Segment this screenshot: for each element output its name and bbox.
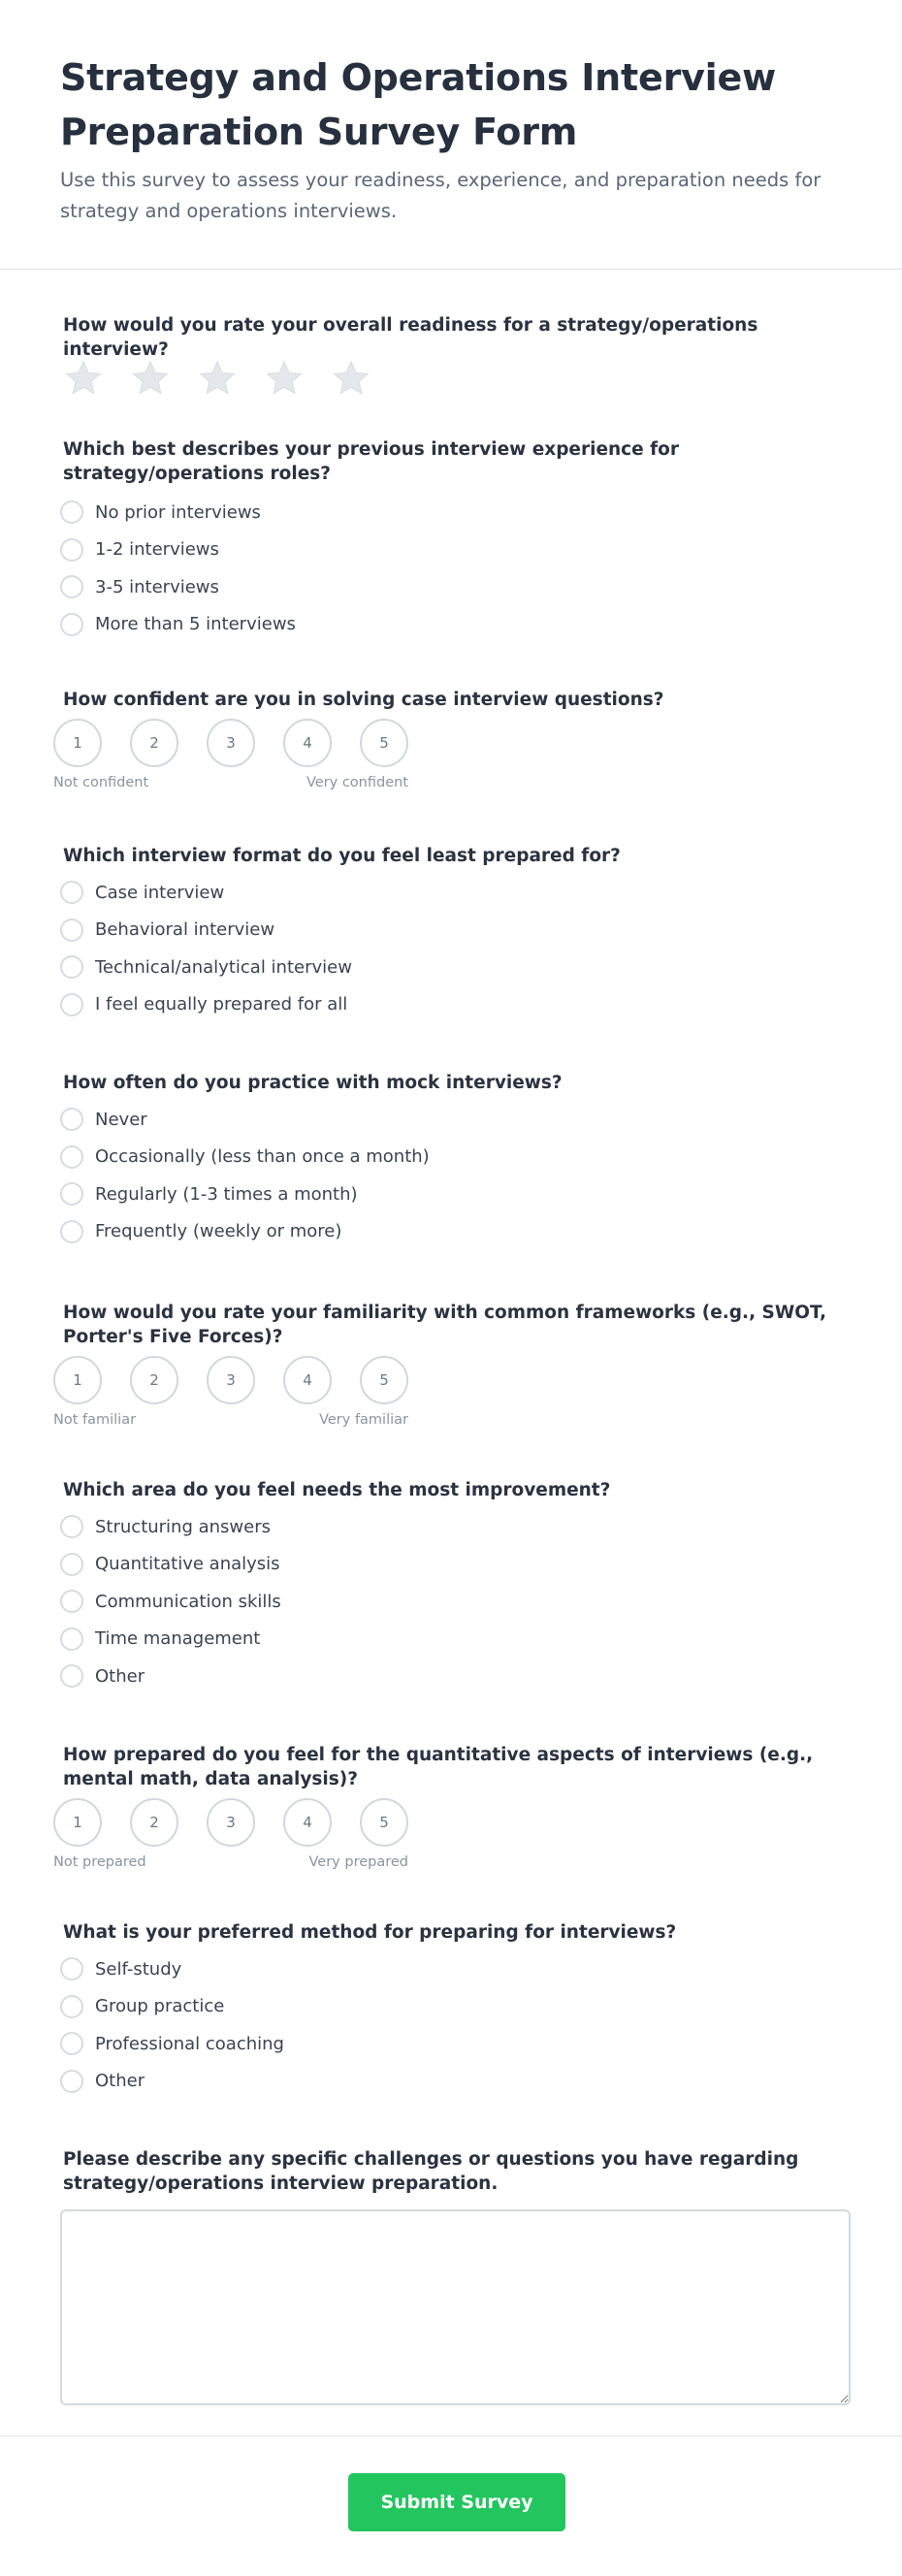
radio-option[interactable]	[60, 1658, 281, 1695]
radio-option[interactable]	[60, 1213, 430, 1251]
radio-group	[60, 494, 296, 643]
option-label: No prior interviews	[95, 501, 261, 523]
radio-option[interactable]	[60, 1175, 430, 1213]
scale-low-label: Not familiar	[53, 1412, 137, 1428]
radio-option[interactable]	[60, 606, 296, 644]
radio-button[interactable]	[60, 881, 83, 904]
star-icon[interactable]	[197, 358, 238, 399]
star-icon[interactable]	[264, 358, 305, 399]
scale-option-5[interactable]: 5	[360, 719, 408, 767]
scale-high-label: Very prepared	[308, 1854, 408, 1870]
option-label: Other	[95, 1665, 145, 1687]
option-label: Professional coaching	[95, 2033, 284, 2054]
radio-option[interactable]	[60, 949, 352, 986]
scale-option-2[interactable]: 2	[130, 1356, 178, 1404]
scale-option-4[interactable]: 4	[283, 1356, 332, 1404]
radio-group	[60, 1950, 284, 2100]
scale-option-4[interactable]: 4	[283, 1798, 332, 1847]
option-label: Occasionally (less than once a month)	[95, 1146, 430, 1168]
radio-option[interactable]	[60, 1508, 281, 1546]
question-title: How would you rate your familiarity with common frameworks (e.g., SWOT, Porter's Five Forces)?	[63, 1303, 826, 1347]
option-label: Never	[95, 1109, 147, 1130]
scale-option-3[interactable]: 3	[207, 1798, 255, 1847]
question-case-confidence	[53, 688, 839, 790]
option-label: Frequently (weekly or more)	[95, 1221, 342, 1242]
question-overall-readiness	[63, 313, 839, 362]
submit-button[interactable]: Submit Survey	[348, 2473, 565, 2531]
radio-option[interactable]	[60, 1583, 281, 1621]
challenges-textarea[interactable]	[60, 2209, 851, 2405]
page-title: Strategy and Operations Interview Preparation Survey Form	[60, 56, 776, 153]
scale-option-2[interactable]: 2	[130, 719, 178, 767]
option-label: Regularly (1-3 times a month)	[95, 1183, 358, 1205]
star-icon[interactable]	[331, 358, 371, 399]
radio-button[interactable]	[60, 2032, 83, 2055]
radio-button[interactable]	[60, 613, 83, 636]
question-interview-experience	[63, 437, 839, 635]
scale-labels	[53, 1412, 408, 1432]
option-label: Structuring answers	[95, 1516, 272, 1537]
question-title: How often do you practice with mock interviews?	[63, 1073, 563, 1093]
radio-option[interactable]	[60, 912, 352, 950]
question-title: What is your preferred method for preparing for interviews?	[63, 1922, 677, 1943]
option-label: Time management	[95, 1628, 261, 1650]
question-challenges	[63, 2147, 839, 2196]
scale-labels	[53, 775, 408, 794]
question-title: How prepared do you feel for the quantitative aspects of interviews (e.g., mental math, data analysis)?	[63, 1745, 814, 1789]
radio-option[interactable]	[60, 986, 352, 1024]
question-title: Which area do you feel needs the most improvement?	[63, 1480, 611, 1500]
question-mock-practice	[63, 1071, 839, 1242]
option-label: Behavioral interview	[95, 919, 275, 941]
option-label: More than 5 interviews	[95, 614, 296, 635]
radio-group	[60, 1101, 430, 1250]
radio-option[interactable]	[60, 1988, 284, 2026]
scale-option-2[interactable]: 2	[130, 1798, 178, 1847]
rating-scale	[53, 719, 408, 794]
scale-option-1[interactable]: 1	[53, 1798, 102, 1847]
radio-button[interactable]	[60, 1957, 83, 1980]
radio-button[interactable]	[60, 1145, 83, 1169]
scale-option-5[interactable]: 5	[360, 1356, 408, 1404]
radio-group	[60, 874, 352, 1023]
option-label: Other	[95, 2071, 145, 2092]
radio-option[interactable]	[60, 1621, 281, 1658]
radio-button[interactable]	[60, 538, 83, 562]
option-label: I feel equally prepared for all	[95, 994, 348, 1015]
option-label: Group practice	[95, 1996, 225, 2017]
question-title: How would you rate your overall readiness for a strategy/operations interview?	[63, 315, 758, 360]
radio-button[interactable]	[60, 918, 83, 942]
scale-low-label: Not prepared	[53, 1854, 146, 1870]
question-title: Please describe any specific challenges or questions you have regarding strategy/operations interview preparation.	[63, 2149, 799, 2194]
question-preferred-method	[63, 1920, 839, 2092]
radio-option[interactable]	[60, 1101, 430, 1139]
scale-option-1[interactable]: 1	[53, 1356, 102, 1404]
radio-button[interactable]	[60, 1553, 83, 1576]
footer-divider	[0, 2435, 902, 2436]
scale-option-1[interactable]: 1	[53, 719, 102, 767]
radio-option[interactable]	[60, 1139, 430, 1176]
scale-option-3[interactable]: 3	[207, 1356, 255, 1404]
option-label: 1-2 interviews	[95, 539, 219, 561]
star-icon[interactable]	[130, 358, 171, 399]
scale-low-label: Not confident	[53, 775, 149, 790]
radio-option[interactable]	[60, 494, 296, 531]
scale-labels	[53, 1854, 408, 1874]
option-label: Case interview	[95, 882, 225, 903]
radio-button[interactable]	[60, 1182, 83, 1206]
scale-high-label: Very confident	[306, 775, 408, 790]
question-title: How confident are you in solving case interview questions?	[63, 690, 664, 710]
radio-button[interactable]	[60, 1664, 83, 1688]
radio-button[interactable]	[60, 2070, 83, 2093]
radio-option[interactable]	[60, 2025, 284, 2063]
question-improvement-area	[63, 1478, 839, 1687]
radio-button[interactable]	[60, 1627, 83, 1651]
radio-button[interactable]	[60, 1995, 83, 2018]
option-label: Quantitative analysis	[95, 1554, 280, 1575]
radio-option[interactable]	[60, 1950, 284, 1988]
radio-group	[60, 1508, 281, 1695]
radio-button[interactable]	[60, 1590, 83, 1613]
question-quantitative-prep	[53, 1743, 839, 1870]
radio-button[interactable]	[60, 993, 83, 1016]
radio-button[interactable]	[60, 1220, 83, 1243]
form-header	[0, 0, 902, 269]
radio-option[interactable]	[60, 874, 352, 912]
radio-button[interactable]	[60, 500, 83, 524]
option-label: Self-study	[95, 1958, 182, 1980]
scale-option-4[interactable]: 4	[283, 719, 332, 767]
radio-button[interactable]	[60, 955, 83, 979]
scale-high-label: Very familiar	[319, 1412, 408, 1428]
page-subtitle: Use this survey to assess your readiness, experience, and preparation needs for strategy and operations interviews.	[60, 169, 821, 222]
option-label: 3-5 interviews	[95, 576, 219, 597]
radio-option[interactable]	[60, 1546, 281, 1584]
radio-button[interactable]	[60, 1515, 83, 1538]
radio-button[interactable]	[60, 575, 83, 598]
rating-scale	[53, 1356, 408, 1432]
question-least-prepared-format	[63, 844, 839, 1015]
radio-button[interactable]	[60, 1108, 83, 1131]
question-title: Which best describes your previous interview experience for strategy/operations roles?	[63, 439, 679, 484]
rating-scale	[53, 1798, 408, 1874]
header-divider	[0, 269, 902, 270]
question-framework-familiarity	[53, 1301, 839, 1428]
radio-option[interactable]	[60, 2063, 284, 2101]
star-rating	[63, 358, 398, 399]
radio-option[interactable]	[60, 531, 296, 569]
option-label: Communication skills	[95, 1591, 281, 1612]
star-icon[interactable]	[63, 358, 104, 399]
question-title: Which interview format do you feel least prepared for?	[63, 846, 621, 866]
scale-option-5[interactable]: 5	[360, 1798, 408, 1847]
radio-option[interactable]	[60, 568, 296, 606]
option-label: Technical/analytical interview	[95, 956, 352, 978]
scale-option-3[interactable]: 3	[207, 719, 255, 767]
